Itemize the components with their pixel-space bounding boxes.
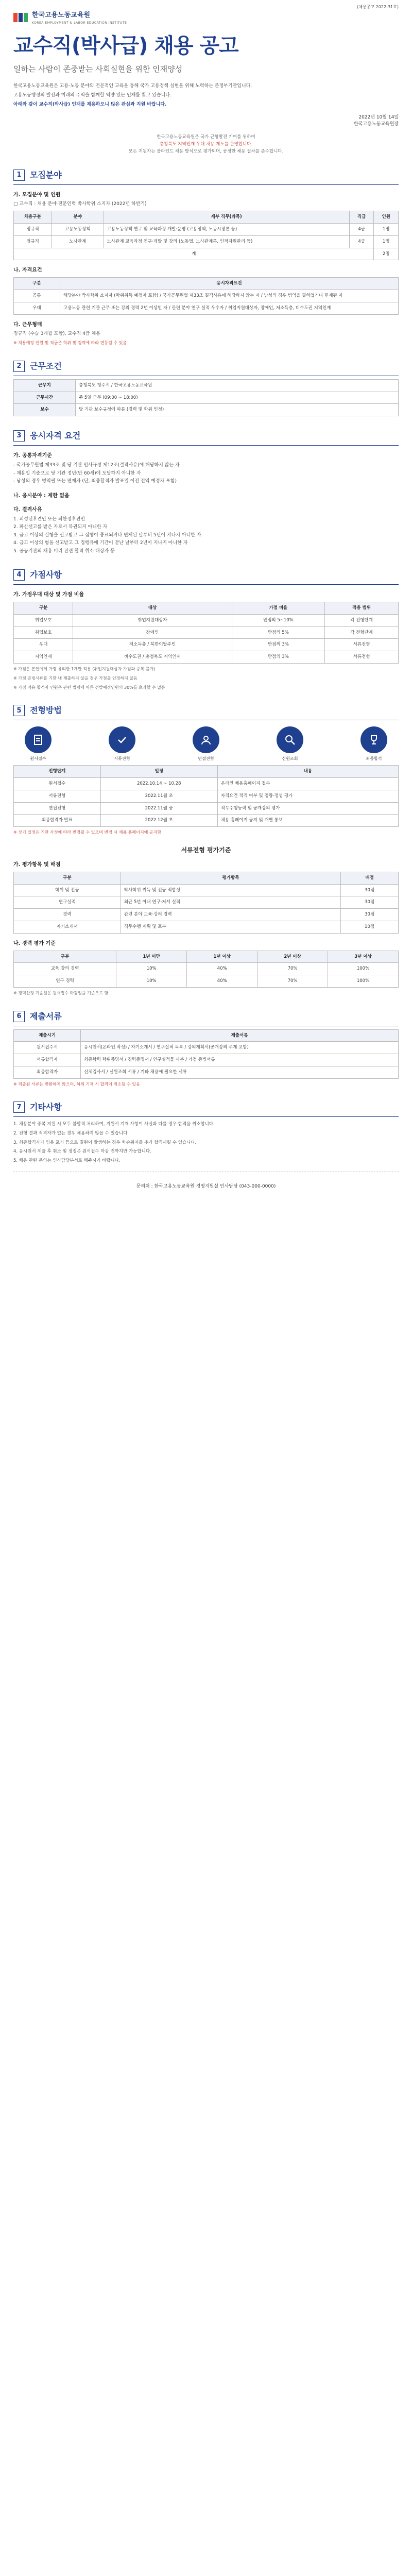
list-item: 4. 금고 이상의 형을 선고받고 그 집행유예 기간이 끝난 날부터 2년이 지나지 아니한 자 xyxy=(13,540,188,546)
work-type: 정규직 (수습 3개월 포함), 교수직 4급 채용 xyxy=(13,331,100,336)
table-cell: 10% xyxy=(116,963,187,975)
section-note: ※ 상기 일정은 기관 사정에 따라 변경될 수 있으며 변경 시 채용 홈페이지에 공지함 xyxy=(13,830,162,835)
other-notes-list xyxy=(13,1120,399,1165)
logo-icon xyxy=(13,12,29,23)
table-cell: 충청북도 청주시 / 한국고용노동교육원 xyxy=(76,379,399,392)
section-header xyxy=(13,569,399,585)
contact-info: 문의처 : 한국고용노동교육원 경영지원실 인사담당 (043-000-0000) xyxy=(136,1184,276,1190)
table-row xyxy=(14,1054,399,1066)
table-cell: 최종학력 학위증명서 / 경력증명서 / 연구실적물 사본 / 가점 증빙서류 xyxy=(81,1054,399,1066)
section-selection-process xyxy=(13,704,399,996)
section-note: ※ 가점은 본인에게 가장 유리한 1개만 적용 (취업지원대상자 가점과 중복 불가) xyxy=(13,666,156,671)
section-title: 모집분야 xyxy=(30,170,62,180)
org-line: 한국고용노동교육원은 국가 균형발전 기여를 위하여 xyxy=(157,134,255,140)
table-cell: 박사학위 취득 및 전공 적합성 xyxy=(121,884,340,896)
section-title: 전형방법 xyxy=(30,705,62,716)
section-title: 제출서류 xyxy=(30,1011,62,1021)
table-cell: 40% xyxy=(187,963,258,975)
section-number: 1 xyxy=(13,170,25,181)
section-number: 3 xyxy=(13,430,25,442)
table-row xyxy=(14,921,399,933)
section-work-conditions xyxy=(13,360,399,416)
list-item: 1. 채용분야 중복 지원 시 모두 불합격 처리하며, 지원서 기재 사항이 사실과 다를 경우 합격을 취소합니다. xyxy=(13,1122,215,1127)
section-header xyxy=(13,169,399,185)
requirement-table xyxy=(13,277,399,314)
table-header: 3년 이상 xyxy=(328,951,399,963)
table-cell: 공통 xyxy=(14,290,60,302)
table-cell: 2022.10.14 ~ 10.28 xyxy=(100,778,217,790)
table-row xyxy=(14,651,399,664)
table-cell: 지역인재 xyxy=(14,651,73,664)
table-cell: 장애인 xyxy=(73,626,232,639)
subsection-title: 서류전형 평가기준 xyxy=(181,846,231,854)
table-cell: 정규직 xyxy=(14,235,52,248)
table-header: 제출서류 xyxy=(81,1029,399,1042)
subsection-title: 다. 결격사유 xyxy=(13,506,42,513)
recruitment-notice xyxy=(0,0,412,1206)
list-item: 2. 파산선고를 받은 자로서 복권되지 아니한 자 xyxy=(13,524,108,530)
table-row xyxy=(14,1042,399,1054)
table-cell: 만점의 5% xyxy=(232,626,325,639)
table-cell: 2022.11월 중 xyxy=(100,802,217,815)
section-note: ※ 채용예정 인원 및 직급은 학위 및 경력에 따라 변동될 수 있음 xyxy=(13,341,127,346)
notice-signer: 한국고용노동교육원장 xyxy=(354,122,399,127)
list-item: 4. 응시원서 제출 후 취소 및 정정은 원서접수 마감 전까지만 가능합니다. xyxy=(13,1149,151,1155)
documents-table xyxy=(13,1029,399,1079)
experience-table xyxy=(13,951,399,988)
table-cell: 우대 xyxy=(14,302,60,314)
table-cell: 신체검사서 / 신원조회 서류 / 기타 채용에 필요한 서류 xyxy=(81,1066,399,1078)
table-header: 1년 미만 xyxy=(116,951,187,963)
flow-step xyxy=(349,726,399,762)
org-info-block xyxy=(13,133,399,156)
table-cell: 노사관계 교육과정 연구·개발 및 강의 (노동법, 노사관계론, 인적자원관리 등) xyxy=(104,235,349,248)
section-title: 근무조건 xyxy=(30,361,62,371)
table-cell: 10% xyxy=(116,975,187,988)
subsection-note: □ 교수직 : 채용 분야 전문인력 박사학위 소지자 (2022년 하반기) xyxy=(13,201,147,207)
flow-step-label: 원서접수 xyxy=(30,756,46,761)
total-value: 2명 xyxy=(374,248,399,260)
table-cell: 고용노동정책 연구 및 교육과정 개발·운영 (고용정책, 노동시장론 등) xyxy=(104,224,349,236)
schedule-table xyxy=(13,765,399,827)
section-bonus-points xyxy=(13,569,399,691)
table-header: 전형단계 xyxy=(14,766,101,778)
section-number: 5 xyxy=(13,705,25,716)
table-cell: 온라인 채용홈페이지 접수 xyxy=(217,778,398,790)
table-row xyxy=(14,639,399,651)
section-title: 기타사항 xyxy=(30,1102,62,1112)
table-cell: 취업보호 xyxy=(14,626,73,639)
intro-text xyxy=(13,82,399,109)
section-header xyxy=(13,430,399,446)
table-header: 내용 xyxy=(217,766,398,778)
table-cell: 2022.11월 초 xyxy=(100,790,217,802)
conditions-table xyxy=(13,379,399,416)
table-header: 구분 xyxy=(14,278,60,290)
flow-step-label: 서류전형 xyxy=(114,756,130,761)
section-documents xyxy=(13,1010,399,1088)
table-cell: 만점의 5~10% xyxy=(232,614,325,626)
table-header: 인원 xyxy=(374,211,399,224)
subsection-title: 나. 응시분야 : 제한 없음 xyxy=(13,493,70,499)
section-note: ※ 제출된 서류는 반환하지 않으며, 허위 기재 시 합격이 취소될 수 있음 xyxy=(13,1081,140,1087)
logo-subtext: KOREA EMPLOYMENT & LABOR EDUCATION INSTITUTE xyxy=(32,21,127,25)
list-item: 5. 공공기관의 채용 비리 관련 합격 취소 대상자 등 xyxy=(13,548,115,554)
bonus-table xyxy=(13,602,399,664)
section-title: 응시자격 요건 xyxy=(30,431,81,441)
table-row xyxy=(14,815,399,827)
table-cell: 서류전형 xyxy=(14,790,101,802)
list-item: - 채용일 기준으로 당 기관 정년(만 60세)에 도달하지 아니한 자 xyxy=(13,470,141,476)
search-icon xyxy=(277,726,303,753)
row-header: 보수 xyxy=(14,404,76,416)
table-header: 배점 xyxy=(341,872,399,884)
list-item: - 남성의 경우 병역필 또는 면제자 (단, 최종합격자 발표일 이전 전역 예정자 포함) xyxy=(13,479,177,484)
table-cell: 연구 경력 xyxy=(14,975,116,988)
table-cell: 취업보호 xyxy=(14,614,73,626)
table-cell: 30점 xyxy=(341,884,399,896)
table-cell: 각 전형단계 xyxy=(325,626,399,639)
table-header: 직급 xyxy=(349,211,374,224)
table-cell: 학위 및 전공 xyxy=(14,884,121,896)
list-item: 5. 채용 관련 문의는 인사담당부서로 해주시기 바랍니다. xyxy=(13,1158,121,1163)
org-line: 충청북도 지역인재 우대 채용 제도를 운영합니다. xyxy=(159,142,253,147)
table-cell: 70% xyxy=(258,963,328,975)
table-cell: 100% xyxy=(328,975,399,988)
table-cell: 비수도권 / 충청북도 지역인재 xyxy=(73,651,232,664)
table-cell: 40% xyxy=(187,975,258,988)
table-header: 제출시기 xyxy=(14,1029,81,1042)
subsection-title: 다. 근무형태 xyxy=(13,321,42,328)
table-cell: 응시원서(온라인 작성) / 자기소개서 / 연구실적 목록 / 강의계획서(공개강의 주제 포함) xyxy=(81,1042,399,1054)
list-item: - 국가공무원법 제33조 및 당 기관 인사규정 제12조(결격사유)에 해당하지 않는 자 xyxy=(13,463,180,468)
section-recruitment-field xyxy=(13,169,399,347)
section-other-notes xyxy=(13,1101,399,1190)
table-cell: 100% xyxy=(328,963,399,975)
subsection-title: 나. 경력 평가 기준 xyxy=(13,940,56,946)
table-cell: 최종합격자 발표 xyxy=(14,815,101,827)
list-item: 2. 전형 결과 적격자가 없는 경우 채용하지 않을 수 있습니다. xyxy=(13,1131,129,1137)
subsection-title: 가. 공통자격기준 xyxy=(13,453,52,459)
table-cell: 4급 xyxy=(349,224,374,236)
section-header xyxy=(13,360,399,376)
table-cell: 고용노동 관련 기관 근무 또는 강의 경력 2년 이상인 자 / 관련 분야 연구 실적 우수자 / 취업지원대상자, 장애인, 저소득층, 비수도권 지역인재 xyxy=(60,302,399,314)
table-header: 대상 xyxy=(73,602,232,615)
table-cell: 70% xyxy=(258,975,328,988)
section-note: ※ 가점 적용 합격자 인원은 관련 법령에 따른 선발예정인원의 30%를 초과할 수 없음 xyxy=(13,685,165,690)
subsection-title: 가. 모집분야 및 인원 xyxy=(13,192,61,198)
table-header: 구분 xyxy=(14,951,116,963)
section-header xyxy=(13,704,399,720)
table-cell: 고용노동정책 xyxy=(52,224,104,236)
interview-icon xyxy=(193,726,219,753)
table-cell: 당 기관 보수규정에 따름 (경력 및 학위 인정) xyxy=(76,404,399,416)
table-header: 구분 xyxy=(14,872,121,884)
table-cell: 취업지원대상자 xyxy=(73,614,232,626)
table-cell: 30점 xyxy=(341,909,399,921)
table-cell: 원서접수 xyxy=(14,778,101,790)
flow-step xyxy=(265,726,315,762)
table-cell: 주 5일 근무 (09:00 ~ 18:00) xyxy=(76,392,399,404)
table-cell: 직무수행능력 및 공개강의 평가 xyxy=(217,802,398,815)
checklist-icon xyxy=(109,726,135,753)
table-cell: 자기소개서 xyxy=(14,921,121,933)
list-item: 3. 금고 이상의 실형을 선고받고 그 집행이 종료되거나 면제된 날부터 5년이 지나지 아니한 자 xyxy=(13,532,201,538)
table-cell: 만점의 3% xyxy=(232,651,325,664)
table-header: 세부 직무(과목) xyxy=(104,211,349,224)
table-row xyxy=(14,975,399,988)
table-cell: 4급 xyxy=(349,235,374,248)
table-header: 구분 xyxy=(14,602,73,615)
institution-logo xyxy=(13,10,399,25)
intro-line: 아래와 같이 교수직(박사급) 인재를 채용하오니 많은 관심과 지원 바랍니다. xyxy=(13,102,167,108)
table-cell: 정규직 xyxy=(14,224,52,236)
table-header: 일정 xyxy=(100,766,217,778)
table-cell: 교육·강의 경력 xyxy=(14,963,116,975)
table-cell: 서류전형 xyxy=(325,651,399,664)
section-number: 7 xyxy=(13,1101,25,1113)
table-row xyxy=(14,896,399,909)
flow-step-label: 최종합격 xyxy=(366,756,382,761)
table-cell: 노사관계 xyxy=(52,235,104,248)
row-header: 근무지 xyxy=(14,379,76,392)
table-header: 가점 비율 xyxy=(232,602,325,615)
section-title: 가점사항 xyxy=(30,570,62,580)
table-row xyxy=(14,235,399,248)
section-note: ※ 경력산정 기준일은 원서접수 마감일을 기준으로 함 xyxy=(13,990,109,995)
table-cell: 1명 xyxy=(374,224,399,236)
section-header xyxy=(13,1101,399,1117)
subsection-title: 나. 자격요건 xyxy=(13,267,42,274)
table-row xyxy=(14,790,399,802)
row-header: 근무시간 xyxy=(14,392,76,404)
table-cell: 30점 xyxy=(341,896,399,909)
evaluation-table xyxy=(13,872,399,934)
flow-step xyxy=(97,726,147,762)
table-cell: 자격요건 적격 여부 및 정량·정성 평가 xyxy=(217,790,398,802)
logo-text: 한국고용노동교육원 xyxy=(32,11,91,19)
subsection-title: 가. 평가항목 및 배점 xyxy=(13,861,61,868)
section-note: ※ 가점 증빙서류를 기한 내 제출하지 않을 경우 가점을 인정하지 않음 xyxy=(13,675,138,681)
intro-line: 고용노동행정의 발전과 미래의 주역을 함께할 역량 있는 인재를 찾고 있습니다. xyxy=(13,93,171,98)
notice-date: 2022년 10월 14일 xyxy=(358,114,399,120)
process-flow xyxy=(13,726,399,762)
table-row xyxy=(14,404,399,416)
table-header: 응시자격요건 xyxy=(60,278,399,290)
section-number: 6 xyxy=(13,1011,25,1022)
table-cell: 서류합격자 xyxy=(14,1054,81,1066)
common-criteria-list xyxy=(13,462,399,486)
table-row xyxy=(14,963,399,975)
flow-step-label: 신원조회 xyxy=(282,756,298,761)
page-title: 교수직(박사급) 채용 공고 xyxy=(13,33,238,58)
notice-number: (채용공고 2022-31호) xyxy=(357,5,399,9)
list-item: 3. 최종합격자가 임용 포기 등으로 결원이 발생하는 경우 차순위자를 추가 합격시킬 수 있습니다. xyxy=(13,1140,197,1145)
table-cell: 만점의 3% xyxy=(232,639,325,651)
table-row xyxy=(14,302,399,314)
page-subtitle: 일하는 사람이 존중받는 사회실현을 위한 인재양성 xyxy=(13,64,183,74)
list-item: 1. 피성년후견인 또는 피한정후견인 xyxy=(13,516,85,522)
table-cell: 경력 xyxy=(14,909,121,921)
table-cell: 2022.12월 초 xyxy=(100,815,217,827)
table-row xyxy=(14,884,399,896)
section-header xyxy=(13,1010,399,1026)
table-header: 2년 이상 xyxy=(258,951,328,963)
table-cell: 1명 xyxy=(374,235,399,248)
table-cell: 원서접수시 xyxy=(14,1042,81,1054)
flow-step xyxy=(181,726,231,762)
table-cell: 연구실적 xyxy=(14,896,121,909)
intro-line: 한국고용노동교육원은 고용·노동 분야의 전문적인 교육을 통해 국가 고용정책 실현을 위해 노력하는 준정부기관입니다. xyxy=(13,83,252,89)
table-cell: 우대 xyxy=(14,639,73,651)
table-row xyxy=(14,778,399,790)
table-cell: 최종합격자 xyxy=(14,1066,81,1078)
table-cell: 최근 5년 이내 연구·저서 실적 xyxy=(121,896,340,909)
table-header: 평가항목 xyxy=(121,872,340,884)
date-signature xyxy=(13,114,399,128)
table-cell: 면접전형 xyxy=(14,802,101,815)
total-label: 계 xyxy=(14,248,374,260)
table-cell: 각 전형단계 xyxy=(325,614,399,626)
table-header: 채용구분 xyxy=(14,211,52,224)
table-row xyxy=(14,392,399,404)
document-icon xyxy=(25,726,52,753)
table-row xyxy=(14,614,399,626)
table-header: 1년 이상 xyxy=(187,951,258,963)
flow-step-label: 면접전형 xyxy=(198,756,214,761)
section-number: 4 xyxy=(13,569,25,581)
table-cell: 해당분야 박사학위 소지자 (학위취득 예정자 포함) / 국가공무원법 제33조 결격사유에 해당하지 않는 자 / 남성의 경우 병역을 필하였거나 면제된 자 xyxy=(60,290,399,302)
table-row-total xyxy=(14,248,399,260)
section-number: 2 xyxy=(13,361,25,372)
table-row xyxy=(14,1066,399,1078)
table-row xyxy=(14,379,399,392)
table-header: 분야 xyxy=(52,211,104,224)
flow-step xyxy=(13,726,63,762)
table-row xyxy=(14,290,399,302)
table-cell: 직무수행 계획 및 포부 xyxy=(121,921,340,933)
org-line: 모든 지원자는 블라인드 채용 방식으로 평가되며, 공정한 채용 절차를 준수합니다. xyxy=(128,149,284,155)
section-eligibility xyxy=(13,430,399,555)
trophy-icon xyxy=(360,726,387,753)
table-row xyxy=(14,626,399,639)
disqualification-list xyxy=(13,516,399,556)
table-row xyxy=(14,802,399,815)
subsection-title: 가. 가점우대 대상 및 가점 비율 xyxy=(13,592,84,598)
field-table xyxy=(13,211,399,260)
table-row xyxy=(14,909,399,921)
table-cell: 서류전형 xyxy=(325,639,399,651)
table-cell: 저소득층 / 북한이탈주민 xyxy=(73,639,232,651)
table-cell: 채용 홈페이지 공지 및 개별 통보 xyxy=(217,815,398,827)
table-header: 적용 범위 xyxy=(325,602,399,615)
table-cell: 10점 xyxy=(341,921,399,933)
table-cell: 관련 분야 교육·강의 경력 xyxy=(121,909,340,921)
table-row xyxy=(14,224,399,236)
